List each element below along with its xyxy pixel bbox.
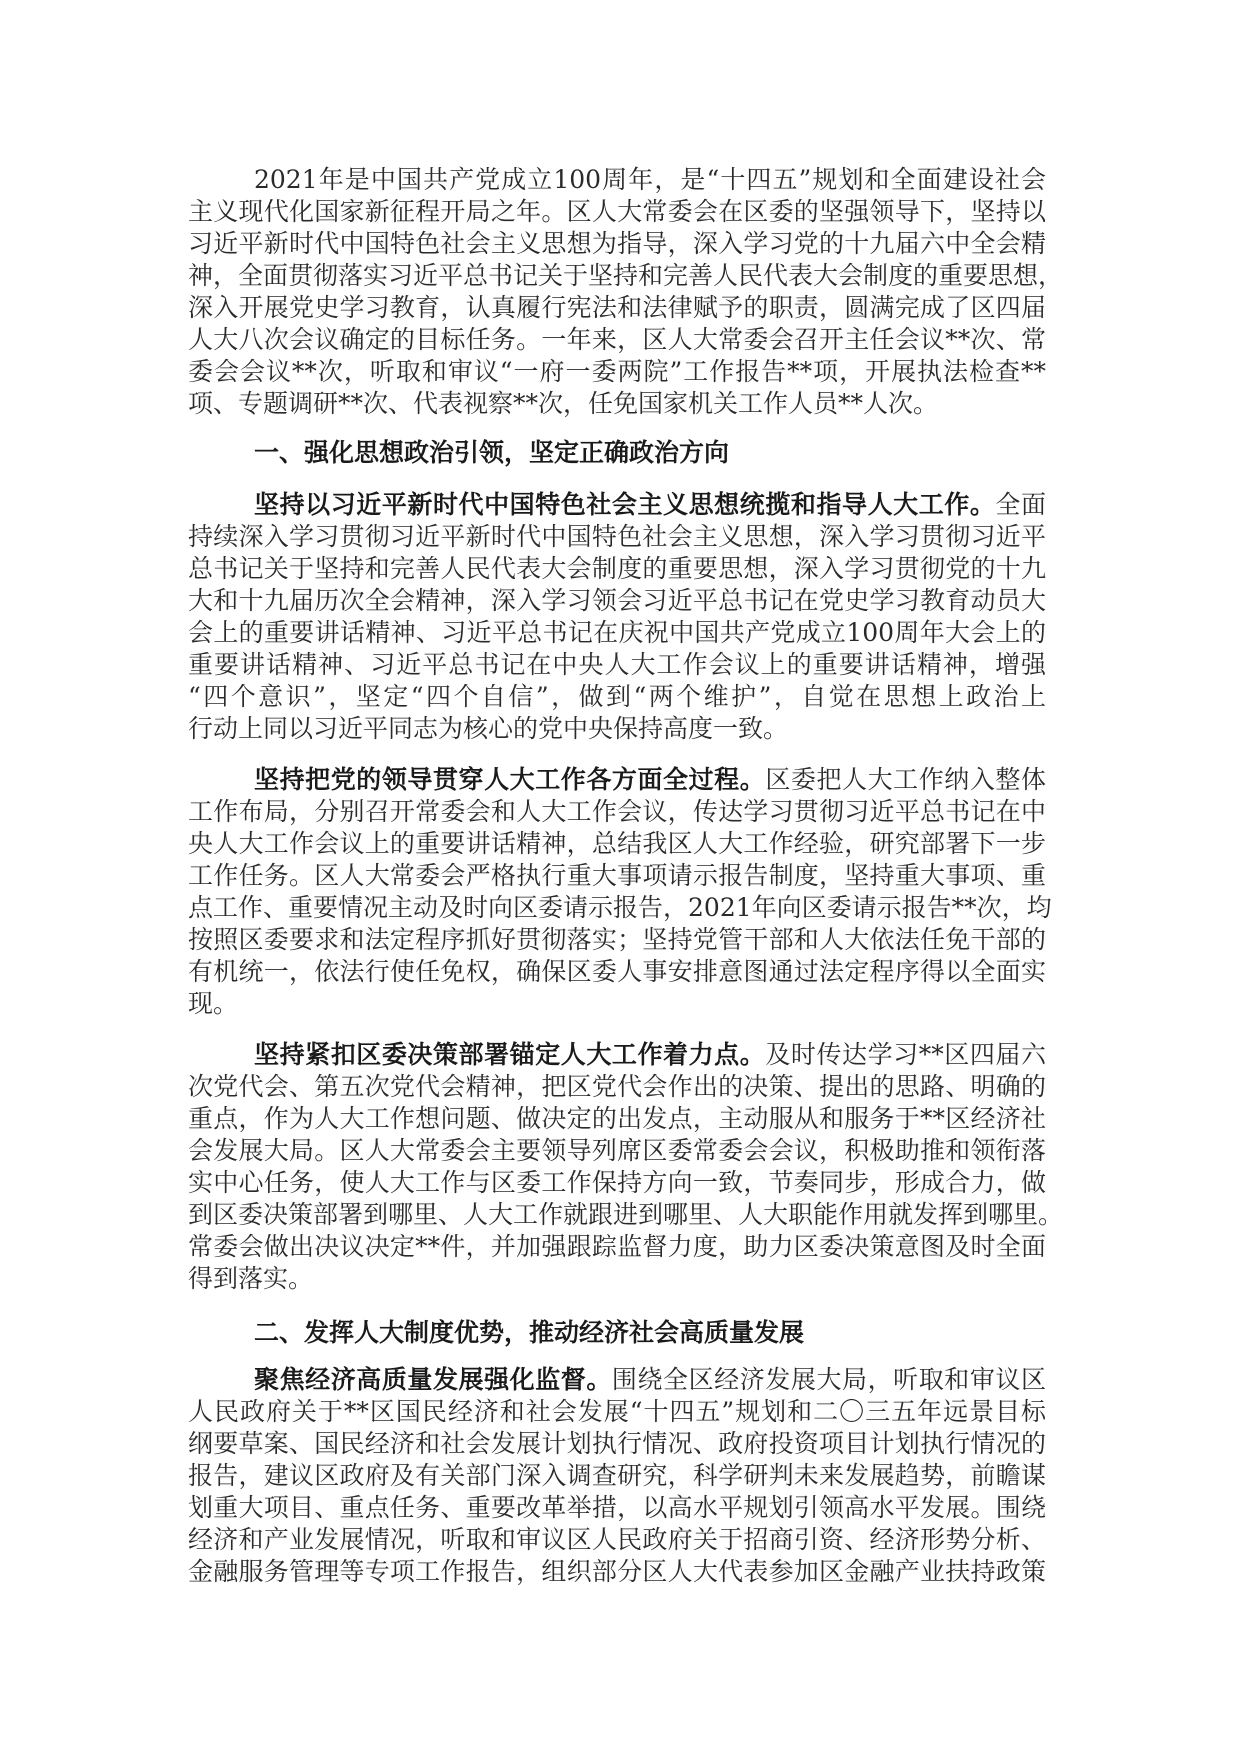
- body-paragraph: [188, 764, 1052, 1020]
- paragraph-line: 有机统一，依法行使任免权，确保区委人事安排意图通过法定程序得以全面实: [188, 957, 1046, 986]
- paragraph-line: 持续深入学习贯彻习近平新时代中国特色社会主义思想，深入学习贯彻习近平: [188, 522, 1046, 551]
- paragraph-line: “四个意识”，坚定“四个自信”，做到“两个维护”，自觉在思想上政治上: [188, 682, 1046, 711]
- paragraph-line: 实中心任务，使人大工作与区委工作保持方向一致，节奏同步，形成合力，做: [188, 1168, 1046, 1197]
- paragraph-line: 人大八次会议确定的目标任务。一年来，区人大常委会召开主任会议**次、常: [188, 325, 1046, 354]
- paragraph-line: 行动上同以习近平同志为核心的党中央保持高度一致。: [188, 714, 789, 743]
- paragraph-line: [188, 1039, 1046, 1071]
- section-heading: [188, 437, 1046, 469]
- paragraph-line: 重要讲话精神、习近平总书记在中央人大工作会议上的重要讲话精神，增强: [188, 650, 1046, 679]
- paragraph-line: 会上的重要讲话精神、习近平总书记在庆祝中国共产党成立100周年大会上的: [188, 618, 1046, 647]
- paragraph-lead-bold: 坚持紧扣区委决策部署锚定人大工作着力点。: [254, 1040, 766, 1069]
- heading-text: 一、强化思想政治引领，坚定正确政治方向: [254, 438, 730, 467]
- paragraph-line: 习近平新时代中国特色社会主义思想为指导，深入学习党的十九届六中全会精: [188, 229, 1046, 258]
- paragraph-line: 得到落实。: [188, 1264, 314, 1293]
- paragraph-line: 按照区委要求和法定程序抓好贯彻落实；坚持党管干部和人大依法任免干部的: [188, 925, 1046, 954]
- paragraph-line: 点工作、重要情况主动及时向区委请示报告，2021年向区委请示报告**次，均: [188, 893, 1052, 922]
- paragraph-line: [188, 1364, 1046, 1396]
- paragraph-line: 纲要草案、国民经济和社会发展计划执行情况、政府投资项目计划执行情况的: [188, 1429, 1046, 1458]
- section-heading: [188, 1317, 1046, 1349]
- body-paragraph: [188, 1364, 1046, 1588]
- paragraph-text: 区委把人大工作纳入整体: [765, 765, 1046, 794]
- paragraph-line: 常委会做出决议决定**件，并加强跟踪监督力度，助力区委决策意图及时全面: [188, 1232, 1046, 1261]
- paragraph-line: 人民政府关于**区国民经济和社会发展“十四五”规划和二〇三五年远景目标: [188, 1397, 1046, 1426]
- paragraph-line: 深入开展党史学习教育，认真履行宪法和法律赋予的职责，圆满完成了区四届: [188, 293, 1046, 322]
- paragraph-line: 现。: [188, 989, 239, 1018]
- paragraph-line: 经济和产业发展情况，听取和审议区人民政府关于招商引资、经济形势分析、: [188, 1525, 1046, 1554]
- paragraph-line: [188, 489, 1046, 521]
- paragraph-line: 到区委决策部署到哪里、人大工作就跟进到哪里、人大职能作用就发挥到哪里。: [188, 1200, 1064, 1229]
- paragraph-line: 委会会议**次，听取和审议“一府一委两院”工作报告**项，开展执法检查**: [188, 357, 1046, 386]
- paragraph-lead-bold: 聚焦经济高质量发展强化监督。: [254, 1365, 612, 1394]
- paragraph-text: 及时传达学习**区四届六: [765, 1040, 1046, 1069]
- paragraph-line: 报告，建议区政府及有关部门深入调查研究，科学研判未来发展趋势，前瞻谋: [188, 1461, 1046, 1490]
- paragraph-lead-bold: 坚持把党的领导贯穿人大工作各方面全过程。: [254, 765, 766, 794]
- paragraph-line: 划重大项目、重点任务、重要改革举措，以高水平规划引领高水平发展。围绕: [188, 1493, 1046, 1522]
- heading-text: 二、发挥人大制度优势，推动经济社会高质量发展: [254, 1318, 805, 1347]
- paragraph-line: [188, 764, 1046, 796]
- paragraph-line: 大和十九届历次全会精神，深入学习领会习近平总书记在党史学习教育动员大: [188, 586, 1046, 615]
- paragraph-line: 主义现代化国家新征程开局之年。区人大常委会在区委的坚强领导下，坚持以: [188, 197, 1046, 226]
- paragraph-line: 会发展大局。区人大常委会主要领导列席区委常委会会议，积极助推和领衔落: [188, 1136, 1046, 1165]
- body-paragraph: [188, 164, 1064, 420]
- paragraph-line: 总书记关于坚持和完善人民代表大会制度的重要思想，深入学习贯彻党的十九: [188, 554, 1046, 583]
- paragraph-lead-bold: 坚持以习近平新时代中国特色社会主义思想统揽和指导人大工作。: [254, 490, 996, 519]
- paragraph-line: 金融服务管理等专项工作报告，组织部分区人大代表参加区金融产业扶持政策: [188, 1557, 1046, 1586]
- paragraph-line: 次党代会、第五次党代会精神，把区党代会作出的决策、提出的思路、明确的: [188, 1072, 1046, 1101]
- paragraph-line: 工作任务。区人大常委会严格执行重大事项请示报告制度，坚持重大事项、重: [188, 861, 1046, 890]
- paragraph-line: 神，全面贯彻落实习近平总书记关于坚持和完善人民代表大会制度的重要思想，: [188, 261, 1064, 290]
- paragraph-line: 2021年是中国共产党成立100周年，是“十四五”规划和全面建设社会: [254, 165, 1046, 194]
- paragraph-line: 项、专题调研**次、代表视察**次，任免国家机关工作人员**人次。: [188, 389, 939, 418]
- paragraph-text: 围绕全区经济发展大局，听取和审议区: [611, 1365, 1046, 1394]
- paragraph-line: 工作布局，分别召开常委会和人大工作会议，传达学习贯彻习近平总书记在中: [188, 797, 1046, 826]
- body-paragraph: [188, 1039, 1064, 1295]
- paragraph-text: 全面: [995, 490, 1046, 519]
- paragraph-line: 重点，作为人大工作想问题、做决定的出发点，主动服从和服务于**区经济社: [188, 1104, 1046, 1133]
- paragraph-line: 央人大工作会议上的重要讲话精神，总结我区人大工作经验，研究部署下一步: [188, 829, 1046, 858]
- body-paragraph: [188, 489, 1046, 745]
